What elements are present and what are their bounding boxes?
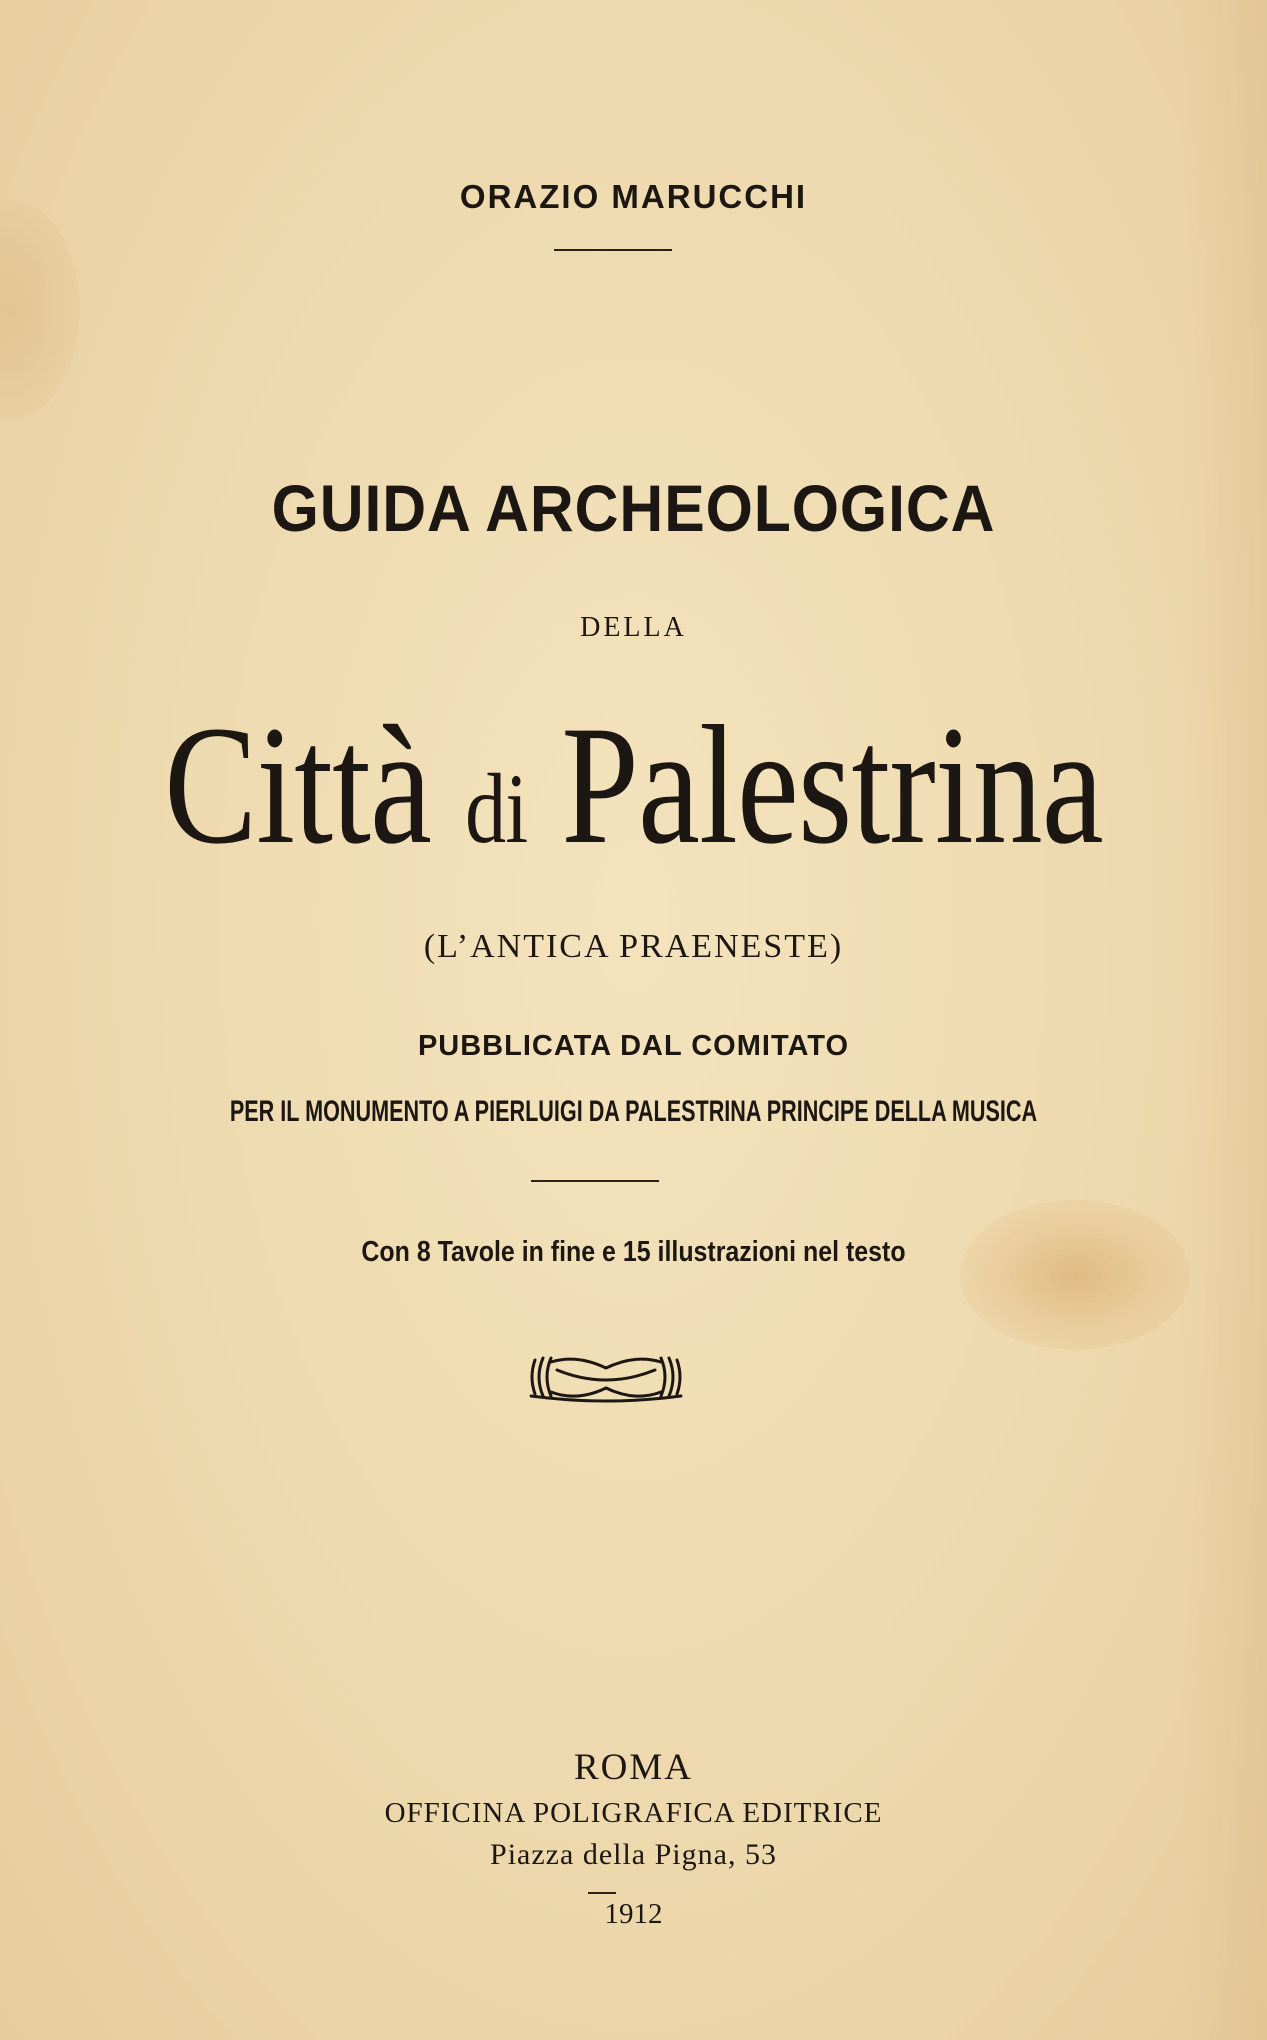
imprint-address: Piazza della Pigna, 53 [490, 1838, 777, 1871]
paper-edge-shading [1180, 0, 1267, 2040]
title-city-word-di: di [465, 753, 528, 864]
title-city-word-citta: Città [164, 691, 432, 879]
divider-rule [531, 1180, 659, 1182]
divider-rule [554, 249, 672, 251]
title-city-word-palestrina: Palestrina [561, 691, 1103, 879]
paper-stain [0, 200, 80, 420]
decorative-scroll-ornament-icon [527, 1350, 685, 1404]
publication-line-1: PUBBLICATA DAL COMITATO [417, 1030, 850, 1062]
title-city [114, 691, 1153, 894]
title-connector: DELLA [580, 612, 687, 643]
subtitle: (L’ANTICA PRAENESTE) [423, 928, 844, 965]
author-name: ORAZIO MARUCCHI [459, 178, 808, 215]
imprint-publisher: OFFICINA POLIGRAFICA EDITRICE [384, 1797, 883, 1829]
paper-stain [960, 1200, 1190, 1350]
imprint-city: ROMA [573, 1747, 694, 1788]
imprint-year: 1912 [604, 1898, 663, 1930]
divider-rule [588, 1892, 616, 1894]
publication-line-2: PER IL MONUMENTO A PIERLUIGI DA PALESTRINA PRINCIPE DELLA MUSICA [229, 1095, 1038, 1128]
title-main: GUIDA ARCHEOLOGICA [271, 471, 996, 545]
illustrations-note: Con 8 Tavole in fine e 15 illustrazioni nel testo [361, 1236, 906, 1268]
